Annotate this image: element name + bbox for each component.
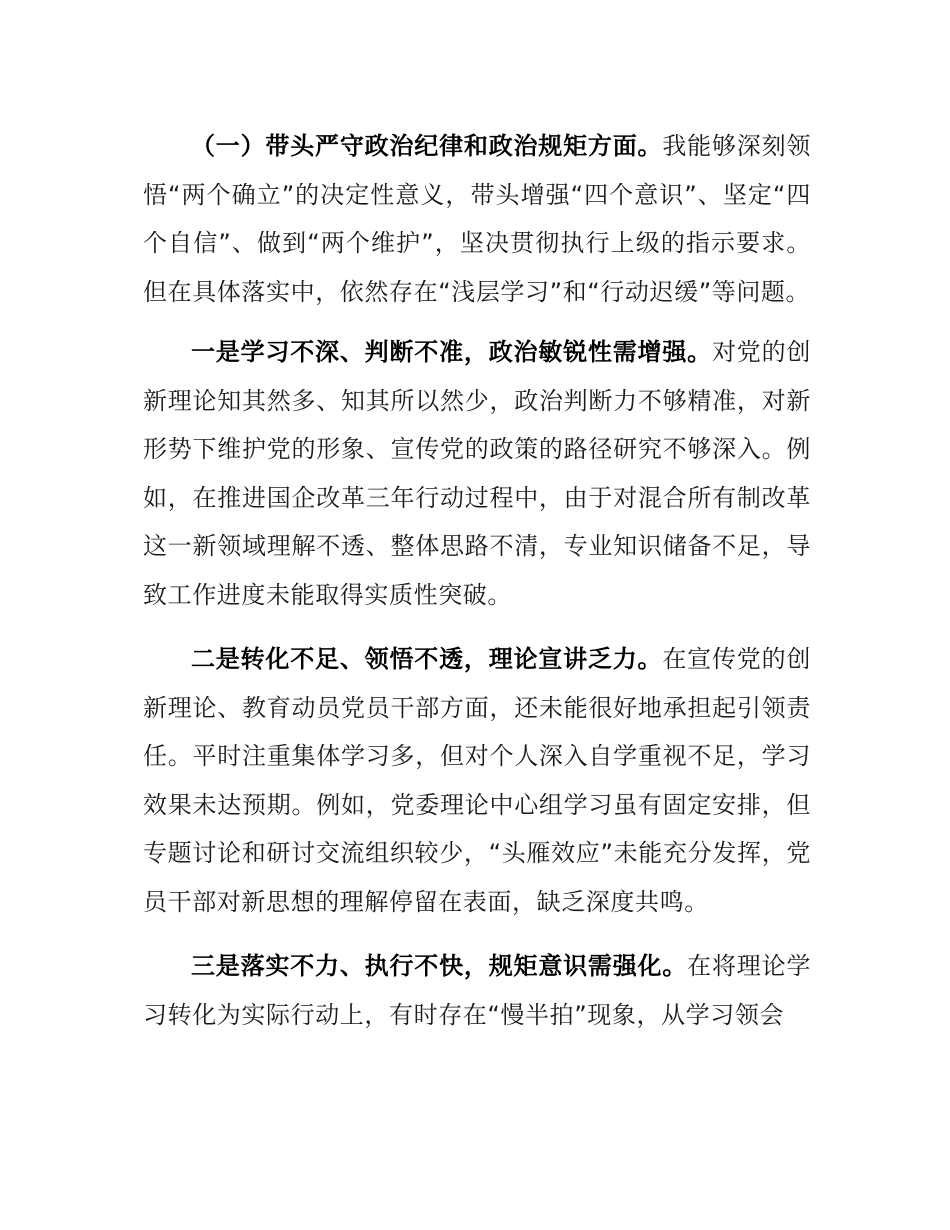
paragraph-point-one — [143, 328, 811, 619]
paragraph-text: 在宣传党的创新理论、教育动员党员干部方面，还未能很好地承担起引领责任。平时注重集体学习多，但对个人深入自学重视不足，学习效果未达预期。例如，党委理论中心组学习虽有固定安排，但专题讨论和研讨交流组织较少，“头雁效应”未能充分发挥，党员干部对新思想的理解停留在表面，缺乏深度共鸣。 — [143, 645, 811, 916]
paragraph-lead: 三是落实不力、执行不快，规矩意识需强化。 — [191, 952, 688, 980]
paragraph-lead: 一是学习不深、判断不准，政治敏锐性需增强。 — [191, 338, 712, 366]
paragraph-text: 对党的创新理论知其然多、知其所以然少，政治判断力不够精准，对新形势下维护党的形象、宣传党的政策的路径研究不够深入。例如，在推进国企改革三年行动过程中，由于对混合所有制改革这一新领域理解不透、整体思路不清，专业知识储备不足，导致工作进度未能取得实质性突破。 — [143, 338, 811, 609]
paragraph-point-two — [143, 635, 811, 926]
paragraph-text: 我能够深刻领悟“两个确立”的决定性意义，带头增强“四个意识”、坚定“四个自信”、做到“两个维护”，坚决贯彻执行上级的指示要求。但在具体落实中，依然存在“浅层学习”和“行动迟缓”等问题。 — [143, 132, 811, 306]
paragraph-section-heading — [143, 122, 811, 316]
paragraph-point-three — [143, 942, 811, 1039]
paragraph-text: 在将理论学习转化为实际行动上，有时存在“慢半拍”现象，从学习领会 — [143, 952, 812, 1029]
paragraph-lead: 二是转化不足、领悟不透，理论宣讲乏力。 — [191, 645, 663, 673]
paragraph-lead: （一）带头严守政治纪律和政治规矩方面。 — [191, 132, 663, 160]
document-body — [143, 122, 811, 1055]
